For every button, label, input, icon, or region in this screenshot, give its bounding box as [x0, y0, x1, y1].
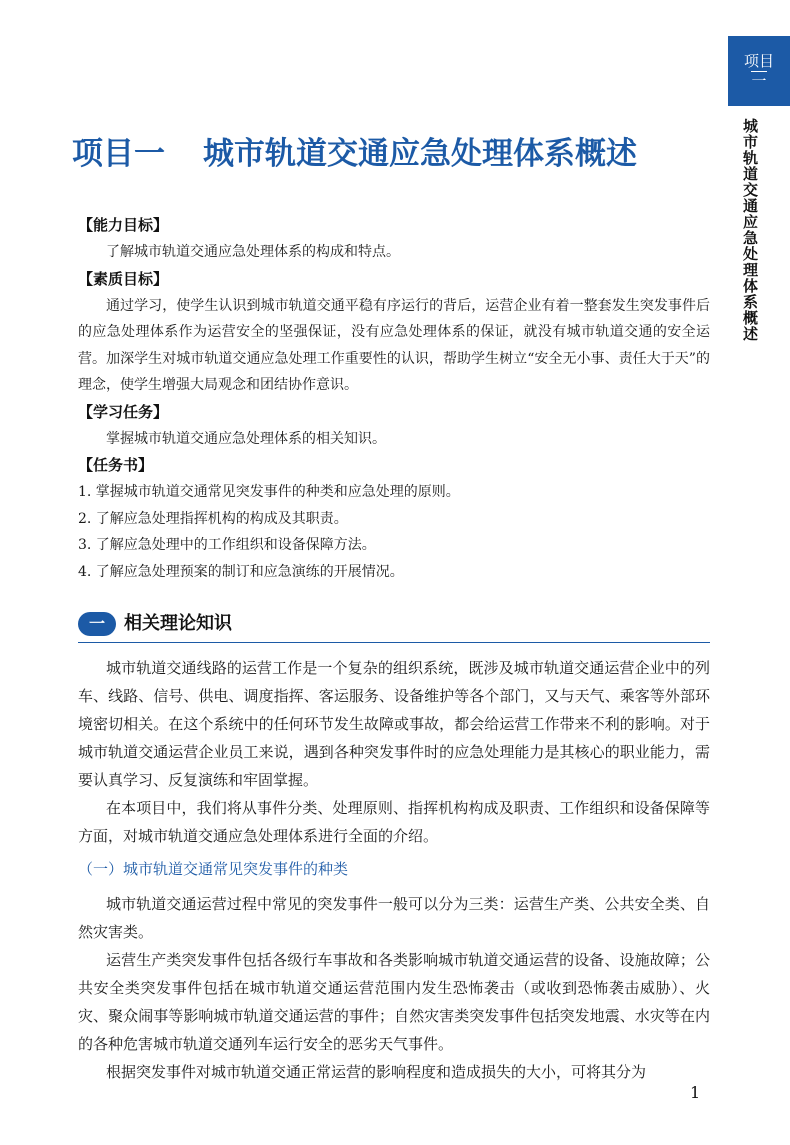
- ability-text: 了解城市轨道交通应急处理体系的构成和特点。: [106, 244, 400, 260]
- task-text: 掌握城市轨道交通应急处理体系的相关知识。: [106, 430, 386, 447]
- body-paragraph: 运营生产类突发事件包括各级行车事故和各类影响城市轨道交通运营的设备、设施故障；公共安全类突发事件包括在城市轨道交通运营范围内发生恐怖袭击（或收到恐怖袭击威胁）、火灾、聚众闹事等影响城市轨道交通运营的事件；自然灾害类突发事件包括突发地震、水灾等在内的各种危害城市轨道交通列车运行安全的恶劣天气事件。: [78, 951, 710, 1053]
- quality-text: 通过学习，使学生认识到城市轨道交通平稳有序运行的背后，运营企业有着一整套发生突发事件后的应急处理体系作为运营安全的坚强保证，没有应急处理体系的保证，就没有城市轨道交通的安全运营。加深学生对城市轨道交通应急处理工作重要性的认识，帮助学生树立“安全无小事、责任大于天”的理念，使学生增强大局观念和团结协作意识。: [78, 297, 710, 393]
- objectives-block: [78, 212, 710, 585]
- body-paragraph: 城市轨道交通运营过程中常见的突发事件一般可以分为三类：运营生产类、公共安全类、自然灾害类。: [78, 895, 710, 941]
- section-body: [78, 654, 710, 1086]
- taskbook-item: 1. 掌握城市轨道交通常见突发事件的种类和应急处理的原则。: [78, 484, 460, 500]
- page-title: [72, 128, 637, 173]
- subsection-heading: （一）城市轨道交通常见突发事件的种类: [78, 860, 349, 878]
- section-heading: [78, 604, 710, 643]
- body-paragraph: 根据突发事件对城市轨道交通正常运营的影响程度和造成损失的大小，可将其分为: [106, 1063, 647, 1081]
- page-number: 1: [690, 1083, 701, 1102]
- section-number-badge: 一: [78, 612, 116, 636]
- chapter-tab: [728, 36, 790, 106]
- title-project-name: 城市轨道交通应急处理体系概述: [203, 136, 637, 172]
- body-paragraph: 在本项目中，我们将从事件分类、处理原则、指挥机构构成及职责、工作组织和设备保障等方面，对城市轨道交通应急处理体系进行全面的介绍。: [78, 799, 710, 845]
- side-running-title: 城市轨道交通应急处理体系概述: [741, 118, 759, 342]
- chapter-tab-line2: 一: [751, 71, 767, 90]
- section-title: 相关理论知识: [124, 613, 232, 634]
- taskbook-item: 3. 了解应急处理中的工作组织和设备保障方法。: [78, 537, 376, 553]
- title-project-number: 项目一: [72, 136, 165, 172]
- body-paragraph: 城市轨道交通线路的运营工作是一个复杂的组织系统，既涉及城市轨道交通运营企业中的列车、线路、信号、供电、调度指挥、客运服务、设备维护等各个部门，又与天气、乘客等外部环境密切相关。在这个系统中的任何环节发生故障或事故，都会给运营工作带来不利的影响。对于城市轨道交通运营企业员工来说，遇到各种突发事件时的应急处理能力是其核心的职业能力，需要认真学习、反复演练和牢固掌握。: [78, 659, 710, 789]
- ability-heading: 【能力目标】: [78, 216, 169, 234]
- quality-heading: 【素质目标】: [78, 269, 169, 288]
- task-heading: 【学习任务】: [78, 402, 169, 421]
- chapter-tab-line1: 项目: [743, 51, 774, 70]
- taskbook-heading: 【任务书】: [78, 456, 154, 474]
- taskbook-item: 2. 了解应急处理指挥机构的构成及其职责。: [78, 510, 348, 527]
- taskbook-item: 4. 了解应急处理预案的制订和应急演练的开展情况。: [78, 563, 404, 580]
